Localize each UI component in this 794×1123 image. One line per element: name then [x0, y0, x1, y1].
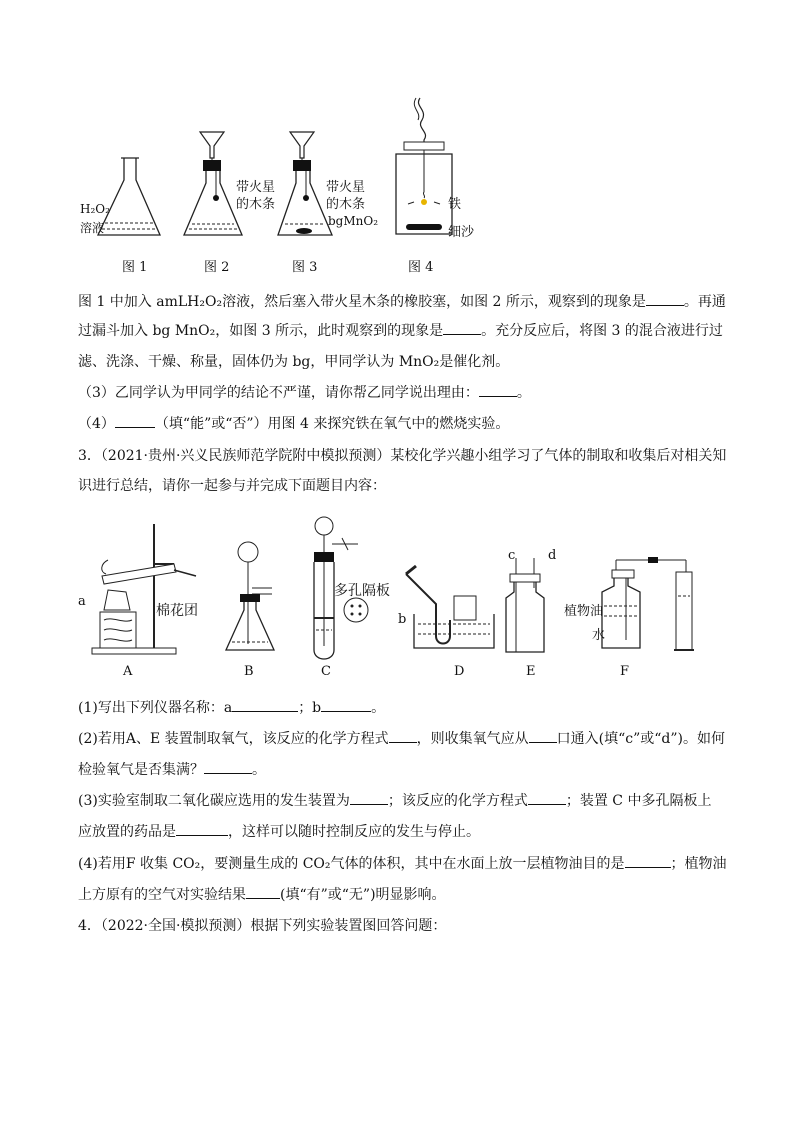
answer-blank[interactable]: [443, 322, 481, 335]
answer-blank[interactable]: [528, 792, 566, 805]
paragraph-line: 过漏斗加入 bg MnO₂，如图 3 所示，此时观察到的现象是 。充分反应后，将图 3 的混合液进行过: [78, 323, 723, 339]
apparatus-f-oil-water-cylinder: [596, 556, 706, 660]
paragraph-line: 图 1 中加入 amLH₂O₂溶液，然后塞入带火星木条的橡胶塞，如图 2 所示，观察到的现象是 。再通: [78, 294, 726, 310]
answer-blank[interactable]: [479, 384, 517, 397]
sub-question-3: 应放置的药品是 ，这样可以随时控制反应的发生与停止。: [78, 824, 480, 840]
question-4: （4） （填“能”或“否”）用图 4 来探究铁在氧气中的燃烧实验。: [78, 416, 510, 432]
answer-blank[interactable]: [232, 699, 298, 712]
problem-3-header: 识进行总结，请你一起参与并完成下面题目内容：: [78, 478, 386, 494]
fig4-iron-label: 铁: [448, 197, 462, 212]
apparatus-b-flask-funnel: [222, 538, 282, 660]
fig1-caption: 图 1: [122, 260, 148, 275]
apparatus-e-gas-bottle: [500, 548, 560, 660]
fig4-sand-label: 细沙: [448, 225, 475, 240]
apparatus-a-caption: A: [123, 664, 133, 679]
fig1-chem-label: H₂O₂: [80, 202, 110, 216]
answer-blank[interactable]: [350, 792, 388, 805]
apparatus-d-label-b: b: [398, 612, 407, 627]
apparatus-f-caption: F: [620, 664, 630, 679]
sub-question-4: 上方原有的空气对实验结果 (填“有”或“无”)明显影响。: [78, 887, 446, 903]
fig2-label-1: 带火星: [236, 180, 276, 195]
answer-blank[interactable]: [646, 293, 684, 306]
answer-blank[interactable]: [176, 823, 228, 836]
answer-blank[interactable]: [115, 415, 155, 428]
answer-blank[interactable]: [321, 699, 371, 712]
answer-blank[interactable]: [625, 855, 671, 868]
fig3-label-3: bgMnO₂: [328, 214, 379, 228]
paragraph-line: 滤、洗涤、干燥、称量，固体仍为 bg，甲同学认为 MnO₂是催化剂。: [78, 354, 510, 370]
apparatus-c-caption: C: [321, 664, 331, 679]
answer-blank[interactable]: [389, 730, 417, 743]
answer-blank[interactable]: [529, 730, 557, 743]
fig2-caption: 图 2: [204, 260, 230, 275]
apparatus-a-label-a: a: [78, 594, 86, 609]
fig3-label-2: 的木条: [326, 197, 366, 212]
problem-4-header: 4．（2022·全国·模拟预测）根据下列实验装置图回答问题：: [78, 918, 447, 934]
apparatus-a-heating: [78, 520, 208, 660]
apparatus-d-caption: D: [454, 664, 465, 679]
fig3-label-1: 带火星: [326, 180, 366, 195]
apparatus-e-label-d: d: [548, 548, 557, 563]
fig4-caption: 图 4: [408, 260, 434, 275]
fig1-liquid-label: 溶液: [80, 221, 105, 235]
sub-question-1: (1)写出下列仪器名称：a ；b 。: [78, 700, 386, 716]
apparatus-a-cotton-label: 棉花团: [156, 603, 198, 619]
apparatus-c-plate-label: 多孔隔板: [334, 583, 390, 599]
apparatus-d-water-trough: [396, 564, 506, 660]
apparatus-e-label-c: c: [508, 548, 516, 563]
question-3: （3）乙同学认为甲同学的结论不严谨，请你帮乙同学说出理由： 。: [78, 385, 531, 401]
fig3-caption: 图 3: [292, 260, 318, 275]
sub-question-4: (4)若用F 收集 CO₂，要测量生成的 CO₂气体的体积，其中在水面上放一层植物油目的是 ；植物油: [78, 856, 727, 872]
problem-3-header: 3．（2021·贵州·兴义民族师范学院附中模拟预测）某校化学兴趣小组学习了气体的制取和收集后对相关知: [78, 448, 727, 464]
apparatus-f-oil-label: 植物油: [564, 604, 604, 619]
sub-question-2: (2)若用A、E 装置制取氧气，该反应的化学方程式 ，则收集氧气应从 口通入(填“c”或“d”)。如何: [78, 731, 725, 747]
sub-question-3: (3)实验室制取二氧化碳应选用的发生装置为 ；该反应的化学方程式 ；装置 C 中多孔隔板上: [78, 793, 712, 809]
apparatus-f-water-label: 水: [592, 628, 606, 643]
fig2-label-2: 的木条: [236, 197, 276, 212]
sub-question-2: 检验氧气是否集满？ 。: [78, 762, 266, 778]
apparatus-b-caption: B: [244, 664, 254, 679]
answer-blank[interactable]: [204, 761, 252, 774]
apparatus-e-caption: E: [526, 664, 536, 679]
answer-blank[interactable]: [246, 886, 280, 899]
